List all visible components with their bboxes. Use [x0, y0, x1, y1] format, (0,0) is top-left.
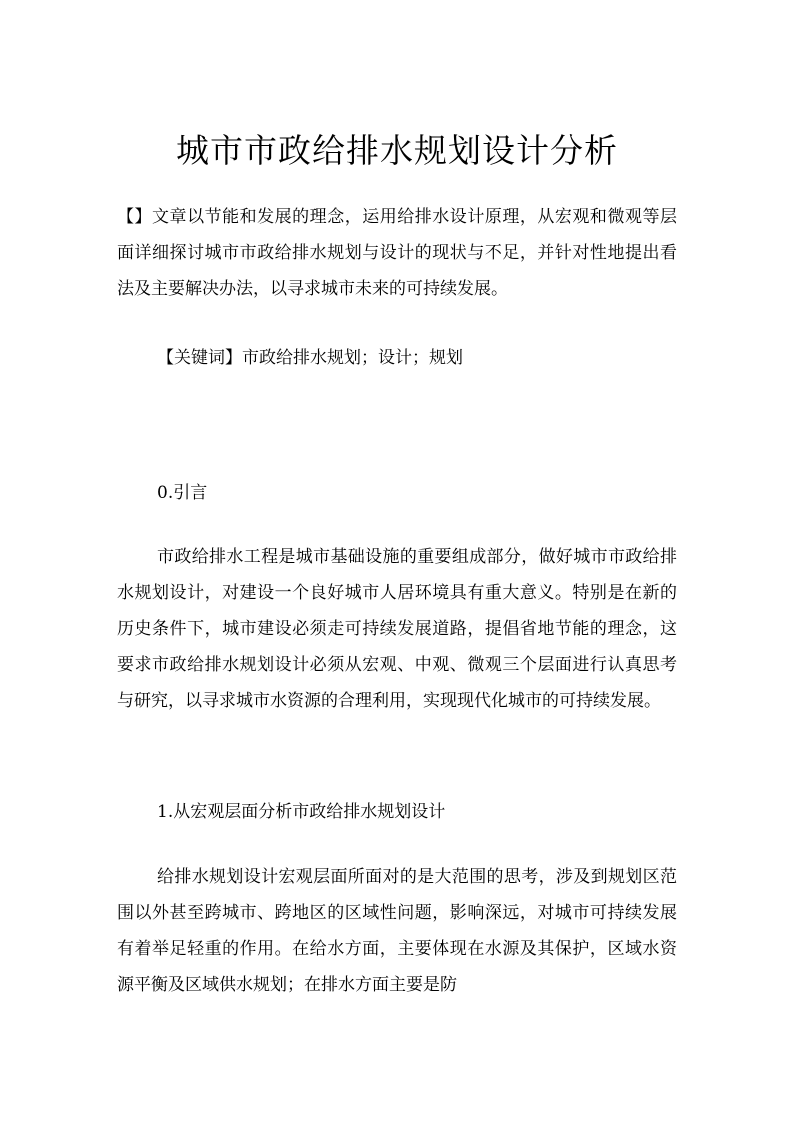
keywords-line: 【关键词】市政给排水规划；设计；规划 [157, 348, 463, 368]
introduction-paragraph: 市政给排水工程是城市基础设施的重要组成部分，做好城市市政给排水规划设计，对建设一个良好城市人居环境具有重大意义。特别是在新的历史条件下，城市建设必须走可持续发展道路，提倡省地节能的理念，这要求市政给排水规划设计必须从宏观、中观、微观三个层面进行认真思考与研究，以寻求城市水资源的合理利用，实现现代化城市的可持续发展。 [117, 547, 677, 711]
section-heading-introduction: 0.引言 [157, 483, 208, 503]
section-heading-macro-analysis: 1.从宏观层面分析市政给排水规划设计 [157, 802, 446, 822]
abstract-paragraph: 【】文章以节能和发展的理念，运用给排水设计原理，从宏观和微观等层面详细探讨城市市政给排水规划与设计的现状与不足，并针对性地提出看法及主要解决办法，以寻求城市未来的可持续发展。 [117, 207, 677, 299]
document-title: 城市市政给排水规划设计分析 [176, 131, 618, 170]
macro-analysis-paragraph: 给排水规划设计宏观层面所面对的是大范围的思考，涉及到规划区范围以外甚至跨城市、跨地区的区域性问题，影响深远，对城市可持续发展有着举足轻重的作用。在给水方面，主要体现在水源及其保护，区域水资源平衡及区域供水规划；在排水方面主要是防 [117, 867, 677, 995]
